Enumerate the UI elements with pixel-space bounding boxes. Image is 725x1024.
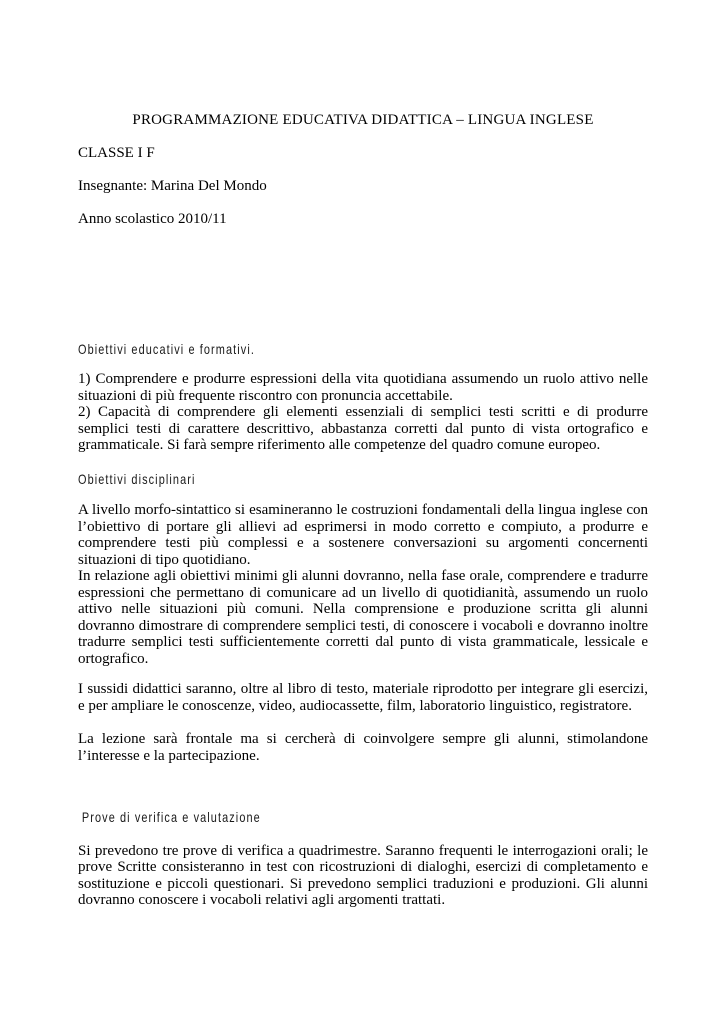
class-line: CLASSE I F [78, 145, 155, 161]
teacher-line: Insegnante: Marina Del Mondo [78, 178, 267, 194]
paragraph-livello-morfo-sintattico: A livello morfo-sintattico si esamineranno le costruzioni fondamentali della lingua inglese con l’obiettivo di portare gli allievi ad esprimersi in modo corretto e compiuto, a produrre e comprendere testi più complessi e a sostenere conversazioni su argomenti concernenti situazioni di tipo quotidiano. [78, 502, 648, 568]
paragraph-obiettivo-1: 1) Comprendere e produrre espressioni della vita quotidiana assumendo un ruolo attivo nelle situazioni di più frequente riscontro con pronuncia accettabile. [78, 371, 648, 404]
section-heading-obiettivi-educativi: Obiettivi educativi e formativi. [78, 340, 255, 357]
paragraph-sussidi-didattici: I sussidi didattici saranno, oltre al libro di testo, materiale riprodotto per integrare gli esercizi, e per ampliare le conoscenze, video, audiocassette, film, laboratorio linguistico, registratore. [78, 681, 648, 714]
section-heading-prove-di-verifica: Prove di verifica e valutazione [81, 809, 261, 825]
school-year-line: Anno scolastico 2010/11 [78, 211, 227, 227]
paragraph-obiettivo-2: 2) Capacità di comprendere gli elementi essenziali di semplici testi scritti e di produrre semplici testi di carattere descrittivo, abbastanza corretti dal punto di vista ortografico e grammaticale. Si farà sempre riferimento alle competenze del quadro comune europeo. [78, 404, 648, 453]
paragraph-prove-di-verifica: Si prevedono tre prove di verifica a quadrimestre. Saranno frequenti le interrogazioni orali; le prove Scritte consisteranno in test con ricostruzioni di dialoghi, esercizi di completamento e sostituzione e piccoli questionari. Si prevedono semplici traduzioni e produzioni. Gli alunni dovranno conoscere i vocaboli relativi agli argomenti trattati. [78, 842, 648, 908]
paragraph-lezione-frontale: La lezione sarà frontale ma si cercherà di coinvolgere sempre gli alunni, stimolandone l’interesse e la partecipazione. [78, 731, 648, 764]
page-title: PROGRAMMAZIONE EDUCATIVA DIDATTICA – LINGUA INGLESE [132, 112, 594, 128]
section-heading-obiettivi-disciplinari: Obiettivi disciplinari [78, 470, 196, 487]
paragraph-obiettivi-minimi: In relazione agli obiettivi minimi gli alunni dovranno, nella fase orale, comprendere e tradurre espressioni che permettano di comunicare ad un livello di quotidianità, assumendo un ruolo attivo nelle situazioni più comuni. Nella comprensione e produzione scritta gli alunni dovranno dimostrare di comprendere semplici testi, di conoscere i vocaboli e dovranno inoltre tradurre semplici testi sufficientemente corretti dal punto di vista grammaticale, lessicale e ortografico. [78, 568, 648, 667]
text-column [78, 0, 648, 909]
